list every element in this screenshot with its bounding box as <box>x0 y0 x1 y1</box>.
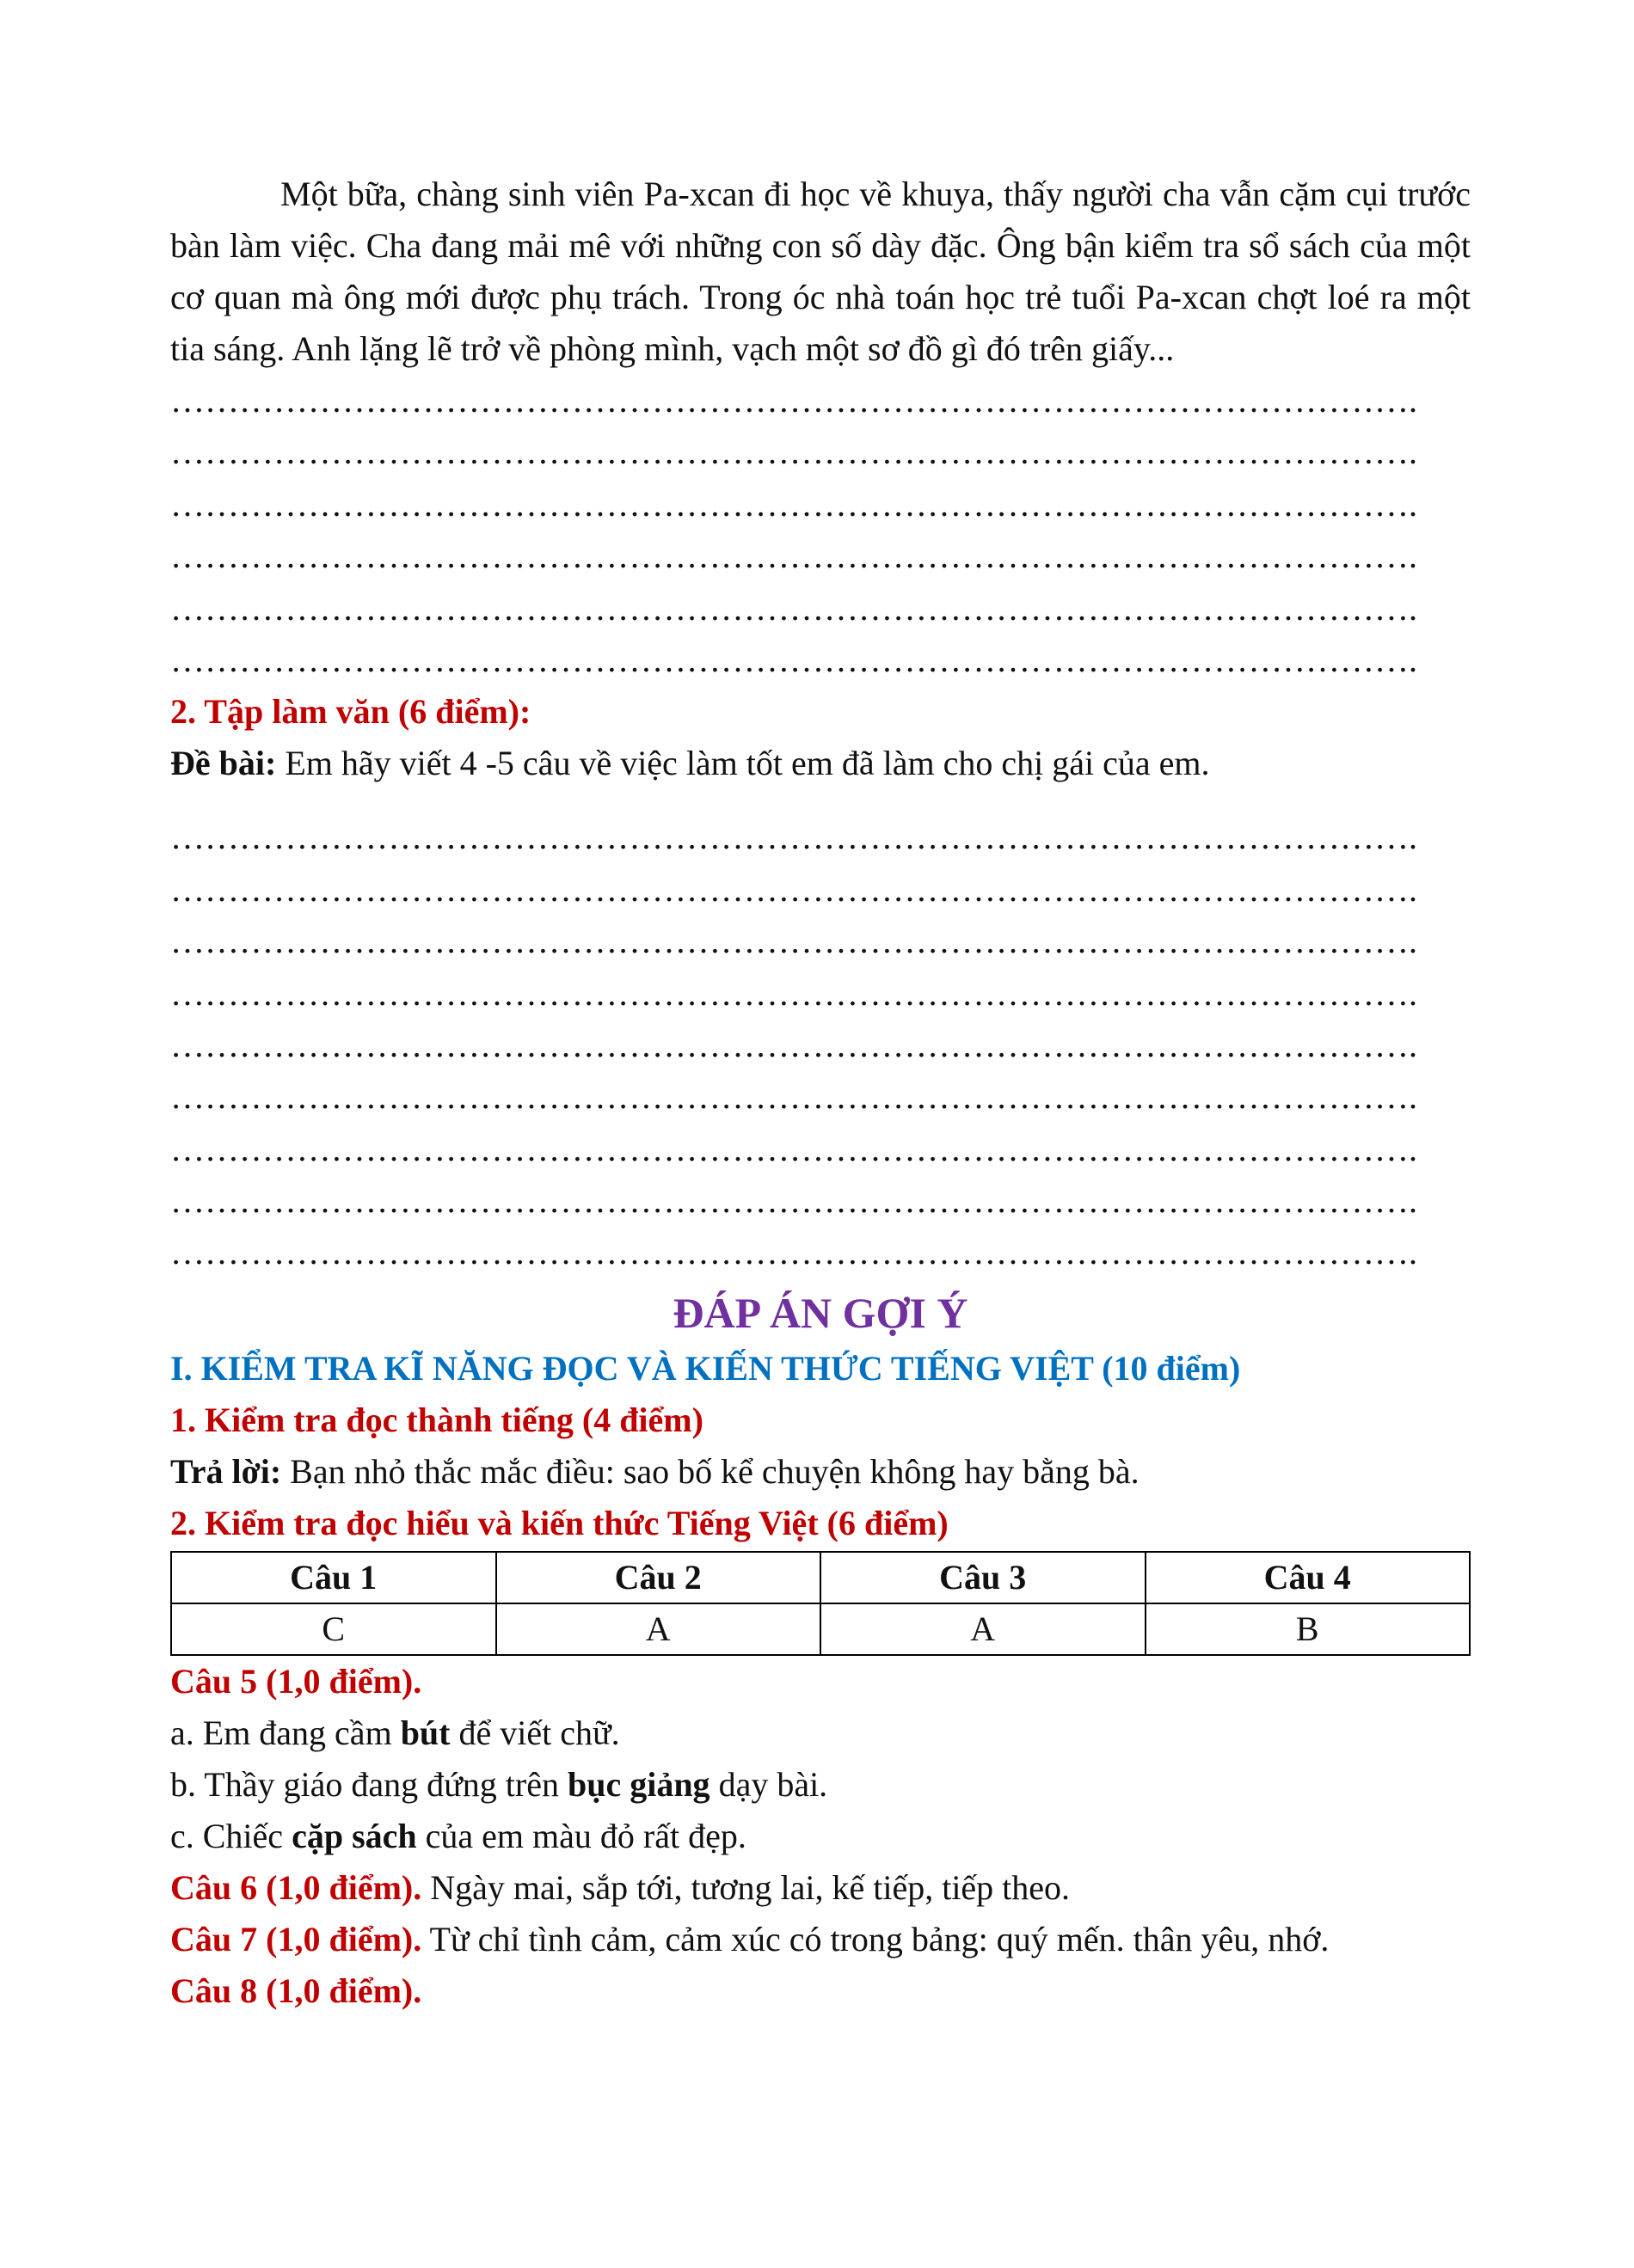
q8-heading: Câu 8 (1,0 điểm). <box>170 1971 422 2010</box>
q5-c-text: c. Chiếc <box>170 1816 292 1855</box>
essay-prompt-text: Em hãy viết 4 -5 câu về việc làm tốt em đã làm cho chị gái của em. <box>276 744 1210 783</box>
q6-answer <box>170 1862 1471 1914</box>
dotted-line: ………………………………………………………………………………………………. <box>170 381 1417 420</box>
dotted-line: ………………………………………………………………………………………………. <box>170 1233 1417 1272</box>
q5-answer-c <box>170 1811 1471 1862</box>
q5-c-text-end: của em màu đỏ rất đẹp. <box>416 1816 746 1855</box>
answer-table-cell: A <box>496 1603 821 1655</box>
answer-lines-passage <box>170 375 1471 686</box>
dotted-line: ………………………………………………………………………………………………. <box>170 818 1417 857</box>
answers-sub-2: 2. Kiểm tra đọc hiểu và kiến thức Tiếng Việt (6 điểm) <box>170 1503 949 1542</box>
q5-b-bold: bục giảng <box>567 1764 710 1804</box>
q5-b-text: b. Thầy giáo đang đứng trên <box>170 1764 568 1804</box>
answer-table-header: Câu 2 <box>496 1552 821 1603</box>
answer-table-header: Câu 4 <box>1146 1552 1471 1603</box>
answer-table-cell: B <box>1146 1603 1471 1655</box>
answer-table-row <box>171 1603 1470 1655</box>
q7-answer <box>170 1914 1471 1965</box>
q6-text: Ngày mai, sắp tới, tương lai, kế tiếp, tiếp theo. <box>421 1867 1071 1907</box>
essay-heading: 2. Tập làm văn (6 điểm): <box>170 692 531 732</box>
answer-table-cell: A <box>820 1603 1146 1655</box>
answer-lines-essay <box>170 812 1471 1279</box>
q5-a-text: a. Em đang cầm <box>170 1713 401 1752</box>
dotted-line: ………………………………………………………………………………………………. <box>170 922 1417 961</box>
answers-section-1: I. KIỂM TRA KĨ NĂNG ĐỌC VÀ KIẾN THỨC TIẾNG VIỆT (10 điểm) <box>170 1348 1241 1388</box>
answer-table-cell: C <box>171 1603 496 1655</box>
q7-text: Từ chỉ tình cảm, cảm xúc có trong bảng: quý mến. thân yêu, nhớ. <box>421 1919 1330 1958</box>
document-page <box>170 169 1471 2017</box>
answers-title: ĐÁP ÁN GỢI Ý <box>673 1288 968 1337</box>
q5-heading: Câu 5 (1,0 điểm). <box>170 1661 422 1701</box>
dotted-line: ………………………………………………………………………………………………. <box>170 1025 1417 1064</box>
dotted-line: ………………………………………………………………………………………………. <box>170 1181 1417 1221</box>
answer-table-header-row <box>171 1552 1470 1603</box>
q5-c-bold: cặp sách <box>292 1816 417 1855</box>
q5-b-text-end: dạy bài. <box>710 1764 828 1804</box>
q6-heading: Câu 6 (1,0 điểm). <box>170 1867 422 1907</box>
dotted-line: ………………………………………………………………………………………………. <box>170 484 1417 524</box>
dotted-line: ………………………………………………………………………………………………. <box>170 588 1417 628</box>
dotted-line: ………………………………………………………………………………………………. <box>170 536 1417 576</box>
answer-table <box>170 1551 1471 1656</box>
answers-reply <box>170 1446 1471 1498</box>
answer-table-header: Câu 1 <box>171 1552 496 1603</box>
q5-a-text-end: để viết chữ. <box>450 1713 620 1752</box>
dotted-line: ………………………………………………………………………………………………. <box>170 1077 1417 1117</box>
reply-text: Bạn nhỏ thắc mắc điều: sao bố kể chuyện không hay bằng bà. <box>281 1451 1140 1491</box>
q7-heading: Câu 7 (1,0 điểm). <box>170 1919 422 1958</box>
q5-a-bold: bút <box>400 1713 451 1752</box>
answers-sub-1: 1. Kiểm tra đọc thành tiếng (4 điểm) <box>170 1400 703 1439</box>
reply-label: Trả lời: <box>170 1451 282 1491</box>
dotted-line: ………………………………………………………………………………………………. <box>170 640 1417 679</box>
dotted-line: ………………………………………………………………………………………………. <box>170 432 1417 472</box>
answer-table-header: Câu 3 <box>820 1552 1146 1603</box>
dotted-line: ………………………………………………………………………………………………. <box>170 973 1417 1013</box>
q5-answer-b <box>170 1759 1471 1811</box>
dotted-line: ………………………………………………………………………………………………. <box>170 1129 1417 1168</box>
essay-prompt <box>170 738 1471 789</box>
essay-prompt-label: Đề bài: <box>170 744 277 783</box>
dotted-line: ………………………………………………………………………………………………. <box>170 869 1417 909</box>
q5-answer-a <box>170 1707 1471 1759</box>
passage-paragraph: Một bữa, chàng sinh viên Pa-xcan đi học về khuya, thấy người cha vẫn cặm cụi trước bàn làm việc. Cha đang mải mê với những con số dày đặc. Ông bận kiểm tra sổ sách của một cơ quan mà ông mới được phụ trách. Trong óc nhà toán học trẻ tuổi Pa-xcan chợt loé ra một tia sáng. Anh lặng lẽ trở về phòng mình, vạch một sơ đồ gì đó trên giấy... <box>170 175 1471 368</box>
